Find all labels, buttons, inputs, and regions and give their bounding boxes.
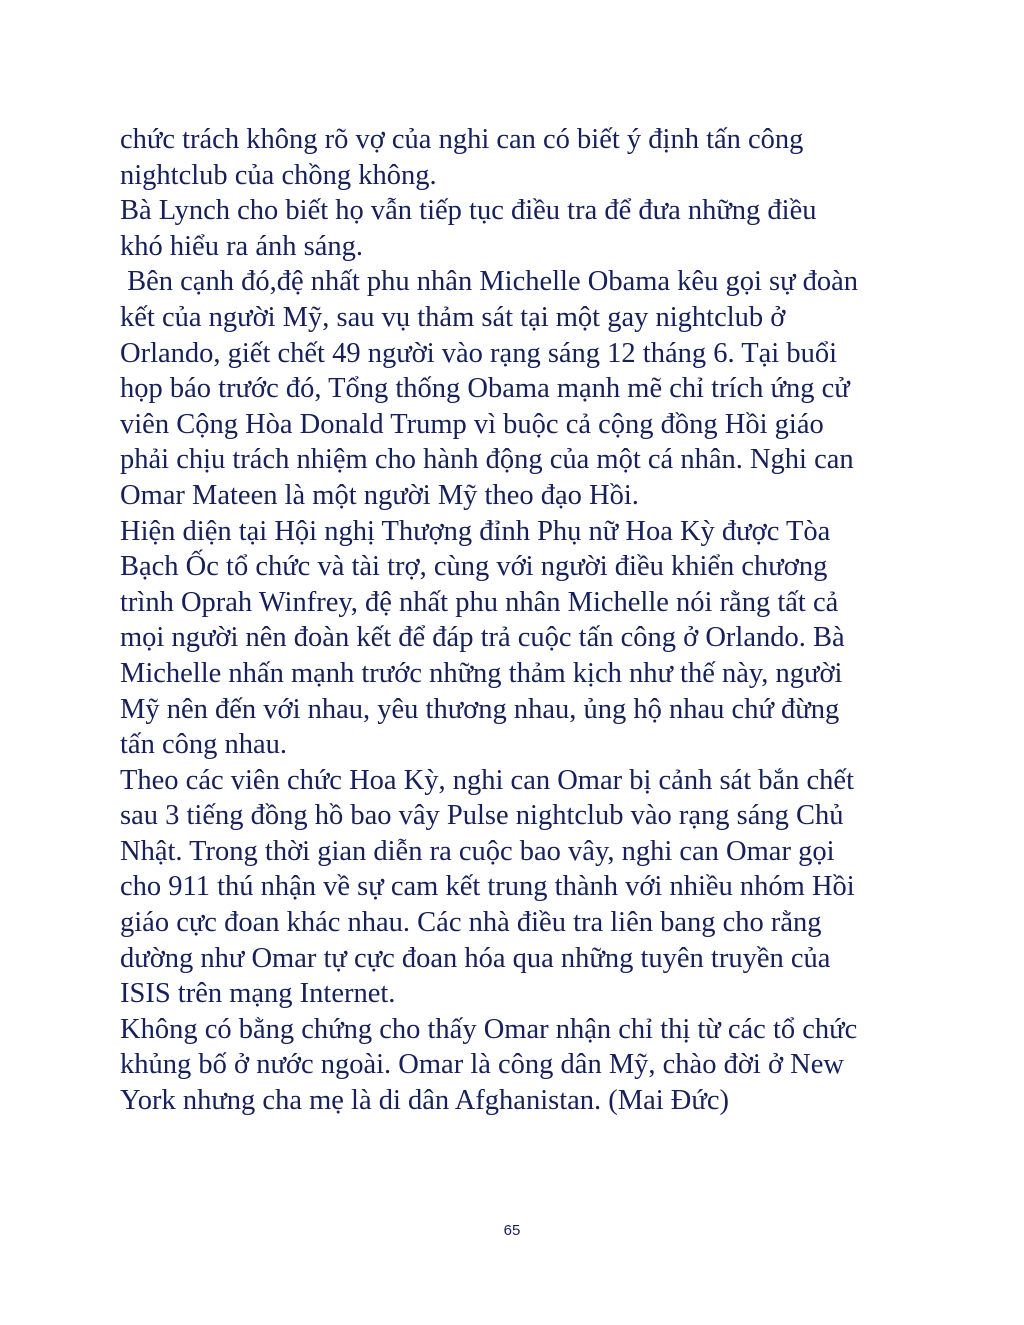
body-line: Mỹ nên đến với nhau, yêu thương nhau, ủng hộ nhau chứ đừng: [120, 693, 840, 725]
body-line: tấn công nhau.: [120, 729, 287, 761]
body-line: khó hiểu ra ánh sáng.: [120, 230, 363, 262]
body-line: khủng bố ở nước ngoài. Omar là công dân Mỹ, chào đời ở New: [120, 1049, 844, 1081]
body-line: phải chịu trách nhiệm cho hành động của một cá nhân. Nghi can: [120, 444, 854, 476]
body-line: Bạch Ốc tổ chức và tài trợ, cùng với người điều khiển chương: [120, 551, 828, 583]
article-body: [120, 122, 940, 1119]
body-line: mọi người nên đoàn kết để đáp trả cuộc tấn công ở Orlando. Bà: [120, 622, 845, 654]
body-line: Bà Lynch cho biết họ vẫn tiếp tục điều tra để đưa những điều: [120, 195, 817, 227]
body-line: Theo các viên chức Hoa Kỳ, nghi can Omar bị cảnh sát bắn chết: [120, 764, 854, 796]
body-line: giáo cực đoan khác nhau. Các nhà điều tra liên bang cho rằng: [120, 907, 822, 939]
body-line: chức trách không rõ vợ của nghi can có biết ý định tấn công: [120, 124, 804, 155]
body-line: York nhưng cha mẹ là di dân Afghanistan. (Mai Đức): [120, 1085, 729, 1117]
body-line: sau 3 tiếng đồng hồ bao vây Pulse nightclub vào rạng sáng Chủ: [120, 800, 844, 832]
body-line: Orlando, giết chết 49 người vào rạng sáng 12 tháng 6. Tại buổi: [120, 337, 838, 369]
page-number: 65: [503, 1222, 521, 1239]
body-line: họp báo trước đó, Tổng thống Obama mạnh mẽ chỉ trích ứng cử: [120, 373, 850, 405]
body-line: kết của người Mỹ, sau vụ thảm sát tại một gay nightclub ở: [120, 301, 786, 333]
body-line: cho 911 thú nhận về sự cam kết trung thành với nhiều nhóm Hồi: [120, 871, 855, 903]
body-line: Nhật. Trong thời gian diễn ra cuộc bao vây, nghi can Omar gọi: [120, 835, 835, 867]
body-line: dường như Omar tự cực đoan hóa qua những tuyên truyền của: [120, 942, 831, 974]
body-line: trình Oprah Winfrey, đệ nhất phu nhân Michelle nói rằng tất cả: [120, 586, 839, 618]
body-line: viên Cộng Hòa Donald Trump vì buộc cả cộng đồng Hồi giáo: [120, 408, 824, 440]
body-line: Không có bằng chứng cho thấy Omar nhận chỉ thị từ các tổ chức: [120, 1013, 858, 1045]
body-line: Michelle nhấn mạnh trước những thảm kịch như thế này, người: [120, 657, 843, 689]
body-line: Bên cạnh đó,đệ nhất phu nhân Michelle Obama kêu gọi sự đoàn: [120, 266, 859, 298]
body-line: ISIS trên mạng Internet.: [120, 978, 396, 1010]
body-line: nightclub của chồng không.: [120, 159, 437, 191]
body-line: Omar Mateen là một người Mỹ theo đạo Hồi.: [120, 479, 639, 511]
body-line: Hiện diện tại Hội nghị Thượng đỉnh Phụ nữ Hoa Kỳ được Tòa: [120, 515, 831, 547]
